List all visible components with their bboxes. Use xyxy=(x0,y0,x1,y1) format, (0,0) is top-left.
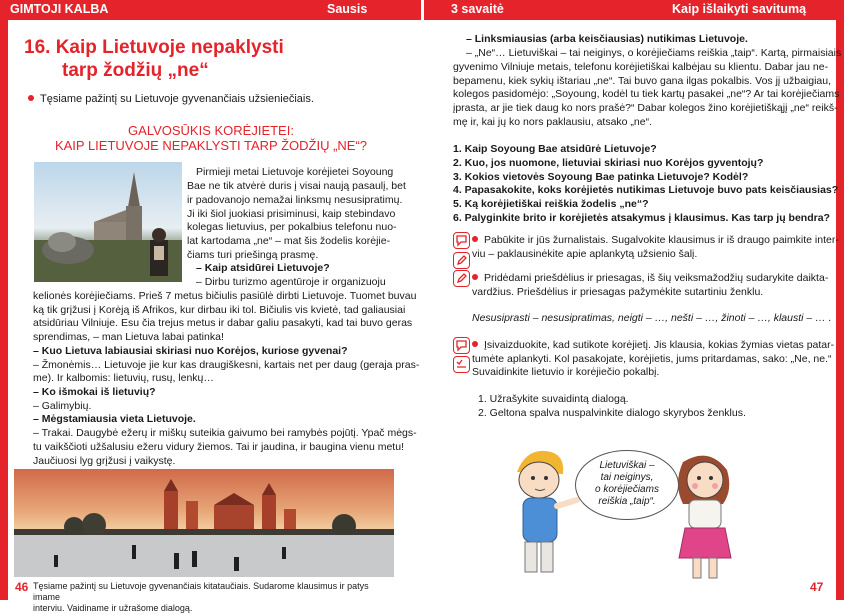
answer-1-first-line: – Dirbu turizmo agentūroje ir organizuoju xyxy=(196,276,386,288)
bubble-line-4: reiškia „taip“. xyxy=(598,496,656,507)
answer-2-line-1: – Žmonėmis… Lietuvoje jie kur kas draugiškesni, kartais net per daug (geraja pras- xyxy=(33,359,420,371)
answer-5-line-3: bepamenu, kiek sykių ištariau „ne“. Tai buvo gana ilgas pokalbis. Vos jį užbaigiau, xyxy=(453,75,832,87)
bubble-line-1: Lietuviškai – xyxy=(599,460,655,471)
question-3: – Ko išmokai iš lietuvių? xyxy=(33,386,156,398)
bubble-line-2: tai neiginys, xyxy=(600,472,654,483)
task-3-line-2: tumėte aplankyti. Kol pasakojate, korėjietis, jums pritardamas, sako: „Ne, ne.“ xyxy=(472,353,832,365)
month-label: Sausis xyxy=(327,2,368,16)
comprehension-question-1: 1. Kaip Soyoung Bae atsidūrė Lietuvoje? xyxy=(453,143,657,155)
answer-1-line-3: atsidūriau Vilniuje. Esu čia trejus metus ir dabar galiu pasakyti, kad tai buvo geras xyxy=(33,317,413,329)
pencil-icon xyxy=(453,252,470,269)
answer-1-line-4: sprendimas, – man Lietuva labai patinka! xyxy=(33,331,224,343)
speech-icon xyxy=(453,337,470,354)
wrap-line-6: lat kartodama „ne“ – mat šis žodelis korėjie- xyxy=(187,235,391,247)
bullet-icon xyxy=(472,274,478,280)
answer-5-line-6: mę ir, kai jų ko nors paklausiu, atsako „ne“. xyxy=(453,116,653,128)
answer-3: – Galimybių. xyxy=(33,400,92,412)
trakai-castle-photo xyxy=(14,469,394,577)
left-margin-bar xyxy=(0,20,8,600)
speech-bubble xyxy=(575,450,679,520)
church-photo xyxy=(34,162,182,282)
wrap-line-2: Bae ne tik atvėrė duris į visai naują pasaulį, bet xyxy=(187,180,406,192)
answer-4-line-2: tu vaikščioti užšalusiu ežeru vidury žiemos. Tai ir jaudina, ir baugina vienu metu! xyxy=(33,441,404,453)
comprehension-question-6: 6. Palyginkite brito ir korėjietės atsakymus į klausimus. Kas tarp jų bendra? xyxy=(453,212,830,224)
bubble-line-3: o korėjiečiams xyxy=(595,484,659,495)
task-3-line-3: Suvaidinkite lietuvio ir korėjiečio pokalbį. xyxy=(472,366,660,378)
bullet-icon xyxy=(472,341,478,347)
subject-title: GIMTOJI KALBA xyxy=(10,2,109,16)
article-subtitle-line-2: KAIP LIETUVOJE NEPAKLYSTI TARP ŽODŽIŲ „NE“? xyxy=(54,138,368,153)
lesson-title xyxy=(24,36,284,82)
question-1: – Kaip atsidūrei Lietuvoje? xyxy=(196,262,330,274)
lesson-title-line-1: 16. Kaip Lietuvoje nepaklysti xyxy=(24,37,284,58)
wrap-line-3: ir padovanojo nemažai linksmų nesusipratimų. xyxy=(187,194,403,206)
task-3-step-1: 1. Užrašykite suvaidintą dialogą. xyxy=(478,393,629,405)
pencil-icon xyxy=(453,270,470,287)
checklist-icon xyxy=(453,356,470,373)
answer-5-line-4: kolegos pasidomėjo: „Soyoung, kodėl tu tiek kartų pasakei „ne“? Ar tai korėjiečiams xyxy=(453,88,840,100)
page-gutter xyxy=(421,0,424,20)
task-1-line-2: viu – paklausinėkite apie aplankytą užsienio šalį. xyxy=(472,248,698,260)
comprehension-question-2: 2. Kuo, jos nuomone, lietuviai skiriasi nuo Korėjos gyventojų? xyxy=(453,157,764,169)
question-2: – Kuo Lietuva labiausiai skiriasi nuo Korėjos, kuriose gyvenai? xyxy=(33,345,348,357)
task-3-line-1: Įsivaizduokite, kad sutikote korėjietį. Jis klausia, kokias žymias vietas patar- xyxy=(472,339,834,353)
answer-2-line-2: me). Ir kalbomis: lietuvių, rusų, lenkų… xyxy=(33,372,214,384)
answer-1-line-2: ką tik grįžusi į Korėją iš Afrikos, kur dirbau iki tol. Bičiulis vis kvietė, tad galiausiai xyxy=(33,304,406,316)
section-label: Kaip išlaikyti savitumą xyxy=(672,2,807,16)
task-1-line-1: Pabūkite ir jūs žurnalistais. Sugalvokite klausimus ir iš draugo paimkite inter- xyxy=(472,234,839,248)
comprehension-question-4: 4. Papasakokite, koks korėjietės nutikimas Lietuvoje buvo pats keisčiausias? xyxy=(453,184,839,196)
answer-5-line-2: gyvenimo Vilniuje metais, telefonu korėjietiškai kalbėjau su klientu. Dabar jau ne- xyxy=(453,61,829,73)
caption-line-1: Tęsiame pažintį su Lietuvoje gyvenančiais kitataučiais. Sudarome klausimus ir patys imame xyxy=(33,581,369,602)
wrap-line-5: kolegas lietuvius, per pokalbius telefonu nuo- xyxy=(187,221,397,233)
bullet-icon xyxy=(472,236,478,242)
task-3-step-2: 2. Geltona spalva nuspalvinkite dialogo skyrybos ženklus. xyxy=(478,407,746,419)
comprehension-question-5: 5. Ką korėjietiškai reiškia žodelis „ne“? xyxy=(453,198,649,210)
lesson-title-line-2: tarp žodžių „ne“ xyxy=(62,60,209,81)
intro-label: Tęsiame pažintį su Lietuvoje gyvenančiais užsieniečiais. xyxy=(40,93,314,105)
photo-caption xyxy=(33,581,393,614)
bullet-icon xyxy=(28,95,34,101)
answer-5-line-1: – „Ne“… Lietuviškai – tai neiginys, o korėjiečiams reiškia „taip“. Kartą, pirmaisiais xyxy=(466,47,842,59)
page-number-right: 47 xyxy=(810,580,824,594)
intro-text xyxy=(28,93,314,105)
answer-4-line-3: Jaučiuosi lyg grįžusi į vaikystę. xyxy=(33,455,176,467)
question-4: – Mėgstamiausia vieta Lietuvoje. xyxy=(33,413,196,425)
task-2-line-2: vardžius. Priešdėlius ir priesagas pažymėkite sutartiniu ženklu. xyxy=(472,286,764,298)
task-2-line-1: Pridėdami priešdėlius ir priesagas, iš šių veiksmažodžių sudarykite daikta- xyxy=(472,272,828,286)
page-number-left: 46 xyxy=(15,580,29,594)
comprehension-question-3: 3. Kokios vietovės Soyoung Bae patinka Lietuvoje? Kodėl? xyxy=(453,171,749,183)
wrap-line-1: Pirmieji metai Lietuvoje korėjietei Soyoung xyxy=(196,166,394,178)
question-5: – Linksmiausias (arba keisčiausias) nutikimas Lietuvoje. xyxy=(466,33,748,45)
wrap-line-7: čiams turi priešingą prasmę. xyxy=(187,249,319,261)
task-2-example: Nesusiprasti – nesusipratimas, neigti – …, nešti – …, žinoti – …, klausti – … . xyxy=(472,312,832,324)
answer-4-line-1: – Trakai. Daugybė ežerų ir miškų suteikia gaivumo bei ramybės pojūtį. Ypač mėgs- xyxy=(33,427,417,439)
week-label: 3 savaitė xyxy=(451,2,504,16)
caption-line-2: interviu. Vaidiname ir užrašome dialogą. xyxy=(33,603,193,613)
speech-icon xyxy=(453,232,470,249)
wrap-line-4: Ji iki šiol juokiasi prisiminusi, kaip stebindavo xyxy=(187,208,396,220)
article-subtitle-line-1: GALVOSŪKIS KORĖJIETEI: xyxy=(128,123,294,138)
answer-1-line-1: kelionės korėjiečiams. Prieš 7 metus bičiulis pasiūlė dirbti Lietuvoje. Tuomet buvau xyxy=(33,290,417,302)
answer-5-line-5: įprasta, ar jie tiek daug ko nors prašė?“ Dabar kolegos žino korėjietiškąjį „ne“ reikš- xyxy=(453,102,838,114)
